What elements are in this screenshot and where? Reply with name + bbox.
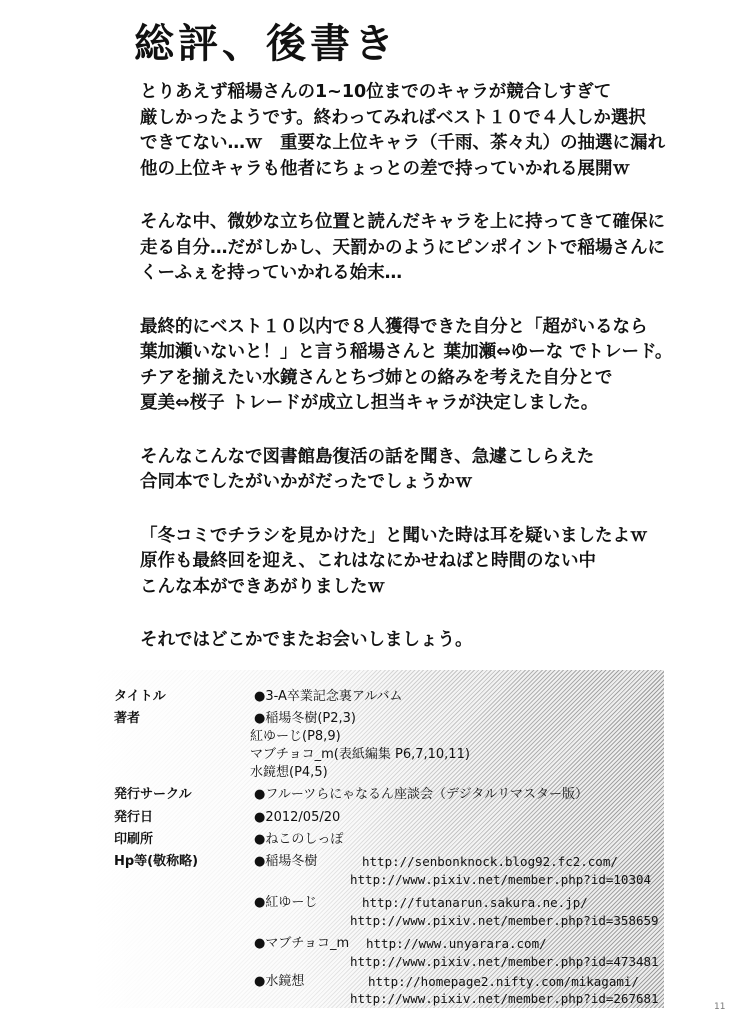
colophon-date-value: ●2012/05/20: [254, 810, 341, 825]
hp-author-name: ●稲場冬樹: [254, 854, 318, 869]
text-line: そんな中、微妙な立ち位置と読んだキャラを上に持ってきて確保に: [140, 212, 665, 232]
text-line: 夏美⇔桜子 トレードが成立し担当キャラが決定しました。: [140, 393, 599, 413]
colophon-hp-label: Hp等(敬称略): [114, 854, 199, 869]
text-line: それではどこかでまたお会いしましょう。: [140, 630, 473, 650]
text-line: 合同本でしたがいかがだったでしょうかｗ: [140, 472, 473, 492]
colophon-title-label: タイトル: [114, 689, 166, 704]
colophon-date-label: 発行日: [114, 810, 154, 825]
hp-link[interactable]: http://senbonknock.blog92.fc2.com/: [362, 854, 618, 869]
hp-link[interactable]: http://futanarun.sakura.ne.jp/: [362, 895, 588, 910]
colophon-printer-label: 印刷所: [114, 832, 154, 847]
author-entry: 紅ゆーじ(P8,9): [250, 729, 341, 744]
text-line: 走る自分…だがしかし、天罰かのようにピンポイントで稲場さんに: [140, 237, 665, 258]
text-line: 最終的にベスト１０以内で８人獲得できた自分と「超がいるなら: [140, 316, 648, 337]
hp-author-name: ●マブチョコ_m: [254, 936, 350, 951]
paragraph-6: [140, 628, 660, 654]
colophon-circle-label: 発行サークル: [114, 787, 192, 802]
paragraph-3: [140, 315, 673, 417]
text-line: 厳しかったようです。終わってみればベスト１０で４人しか選択: [140, 107, 646, 128]
paragraph-4: [140, 445, 660, 496]
hp-author-name: ●紅ゆーじ: [254, 895, 318, 910]
text-line: そんなこんなで図書館島復活の話を聞き、急遽こしらえた: [140, 446, 595, 467]
page-title: 総評、後書き: [134, 21, 398, 67]
author-entry: 水鏡想(P4,5): [250, 765, 328, 780]
text-line: 他の上位キャラも他者にちょっとの差で持っていかれる展開ｗ: [140, 158, 630, 179]
afterword-body: [140, 80, 673, 682]
hp-link[interactable]: http://www.pixiv.net/member.php?id=358659: [350, 913, 659, 928]
text-line: チアを揃えたい水鏡さんとちづ姉との絡みを考えた自分とで: [140, 367, 613, 388]
colophon-printer-value: ●ねこのしっぽ: [254, 832, 344, 847]
page-number: 11: [714, 1002, 726, 1012]
hp-author-name: ●水鏡想: [254, 974, 305, 989]
paragraph-5: [140, 524, 660, 601]
text-line: 原作も最終回を迎え、これはなにかせねばと時間のない中: [140, 551, 597, 571]
hp-link[interactable]: http://www.pixiv.net/member.php?id=267681: [350, 991, 659, 1006]
colophon-box: [92, 670, 664, 1008]
text-line: 葉加瀬いないと！」と言う稲場さんと 葉加瀬⇔ゆーな でトレード。: [140, 342, 673, 362]
hp-link[interactable]: http://www.pixiv.net/member.php?id=473481: [350, 954, 659, 969]
author-entry: ●稲場冬樹(P2,3): [254, 711, 357, 726]
hp-link[interactable]: http://homepage2.nifty.com/mikagami/: [368, 974, 639, 989]
text-line: とりあえず稲場さんの1~10位までのキャラが競合しすぎて: [140, 82, 612, 102]
paragraph-2: [140, 210, 665, 287]
colophon-title-value: ●3-A卒業記念裏アルバム: [254, 689, 403, 704]
text-line: 「冬コミでチラシを見かけた」と聞いた時は耳を疑いましたよｗ: [140, 525, 648, 546]
hp-link[interactable]: http://www.pixiv.net/member.php?id=10304: [350, 872, 652, 887]
text-line: できてない…ｗ 重要な上位キャラ（千雨、茶々丸）の抽選に漏れ: [140, 133, 665, 153]
colophon-authors-label: 著者: [114, 711, 141, 726]
paragraph-1: [140, 80, 665, 182]
text-line: くーふぇを持っていかれる始末…: [140, 263, 403, 283]
author-entry: マブチョコ_m(表紙編集 P6,7,10,11): [250, 747, 470, 762]
colophon-circle-value: ●フルーツらにゃなるん座談会（デジタルリマスター版）: [254, 787, 589, 802]
text-line: こんな本ができあがりましたｗ: [140, 576, 385, 597]
hp-link[interactable]: http://www.unyarara.com/: [366, 936, 547, 951]
